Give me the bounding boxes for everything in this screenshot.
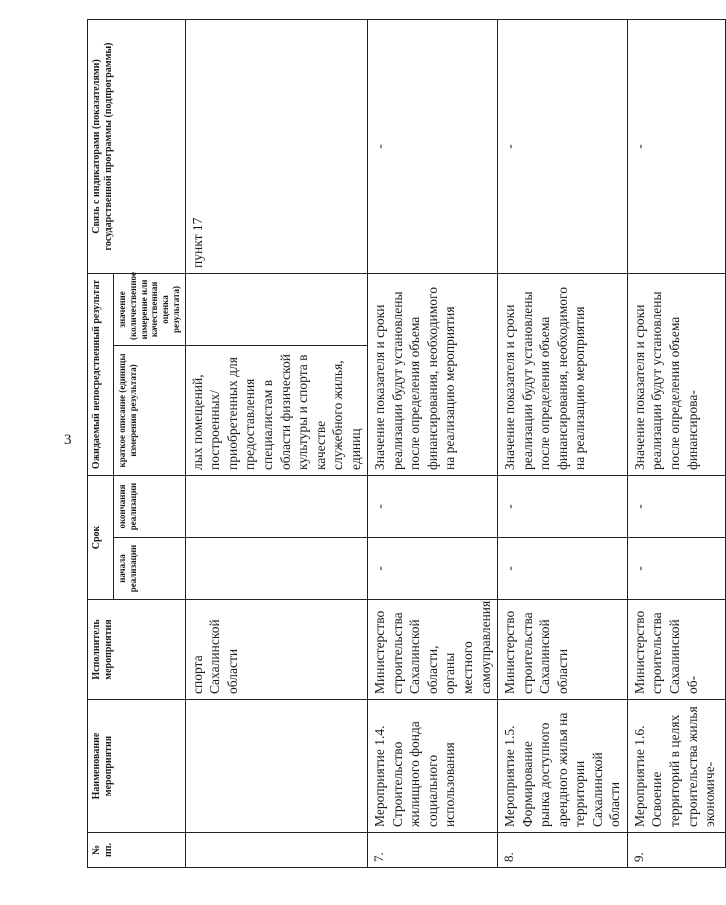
table-row <box>627 19 725 867</box>
page-number: 3 <box>64 432 72 448</box>
executor-cell: Министерство строительства Сахалинской об- <box>627 600 725 700</box>
link-cell: - <box>368 19 498 273</box>
row-number: 7. <box>368 833 498 868</box>
continuation-row <box>185 19 367 867</box>
term-end-cell: - <box>368 475 498 537</box>
header-result: Ожидаемый непосредственный результат <box>88 273 114 475</box>
rotated-table-page <box>87 20 718 868</box>
term-start-cell: - <box>627 538 725 600</box>
executor-cell: Министерство строительства Сахалинской области, органы местного самоуправления <box>368 600 498 700</box>
row-number: 8. <box>498 833 628 868</box>
result-cell: Значение показателя и сроки реализации будут установлены после определения объема финансирования, необходимого на реализацию мероприятия <box>498 273 628 475</box>
measures-table <box>87 19 726 868</box>
term-start-cell: - <box>368 538 498 600</box>
header-term: Срок <box>88 475 114 599</box>
link-cell: - <box>627 19 725 273</box>
header-result-value: значение (количественное измерение или качественная оценка результата) <box>114 273 186 345</box>
header-term-end: окончания реализации <box>114 475 186 537</box>
term-start-cell: - <box>498 538 628 600</box>
header-result-desc: краткое описание (единицы измерения результата) <box>114 345 186 475</box>
header-executor: Исполнитель мероприятия <box>88 600 186 700</box>
link-cell: пункт 17 <box>185 19 367 273</box>
executor-cell: Министерство строительства Сахалинской области <box>498 600 628 700</box>
measure-name: Мероприятие 1.5. Формирование рынка доступного арендного жилья на территории Сахалинской области <box>498 700 628 833</box>
result-cell: Значение показателя и сроки реализации будут установлены после определения объема финансирова- <box>627 273 725 475</box>
table-row <box>498 19 628 867</box>
header-term-start: начала реализации <box>114 538 186 600</box>
measure-name: Мероприятие 1.6. Освоение территорий в целях строительства жилья экономиче- <box>627 700 725 833</box>
header-name: Наименование мероприятия <box>88 700 186 833</box>
term-end-cell: - <box>627 475 725 537</box>
header-link: Связь с индикаторами (показателями) государственной программы (подпрограммы) <box>88 19 186 273</box>
table-row <box>368 19 498 867</box>
term-end-cell: - <box>498 475 628 537</box>
header-no: № пп. <box>88 833 186 868</box>
executor-cell: спорта Сахалинской области <box>185 600 367 700</box>
measure-name: Мероприятие 1.4. Строительство жилищного фонда социального использования <box>368 700 498 833</box>
row-number: 9. <box>627 833 725 868</box>
result-desc-cell: лых помещений, построенных/приобретенных для предоставления специалистам в области физической культуры и спорта в качестве служебного жилья, единиц <box>185 345 367 475</box>
link-cell: - <box>498 19 628 273</box>
result-cell: Значение показателя и сроки реализации будут установлены после определения объема финансирования, необходимого на реализацию мероприятия <box>368 273 498 475</box>
